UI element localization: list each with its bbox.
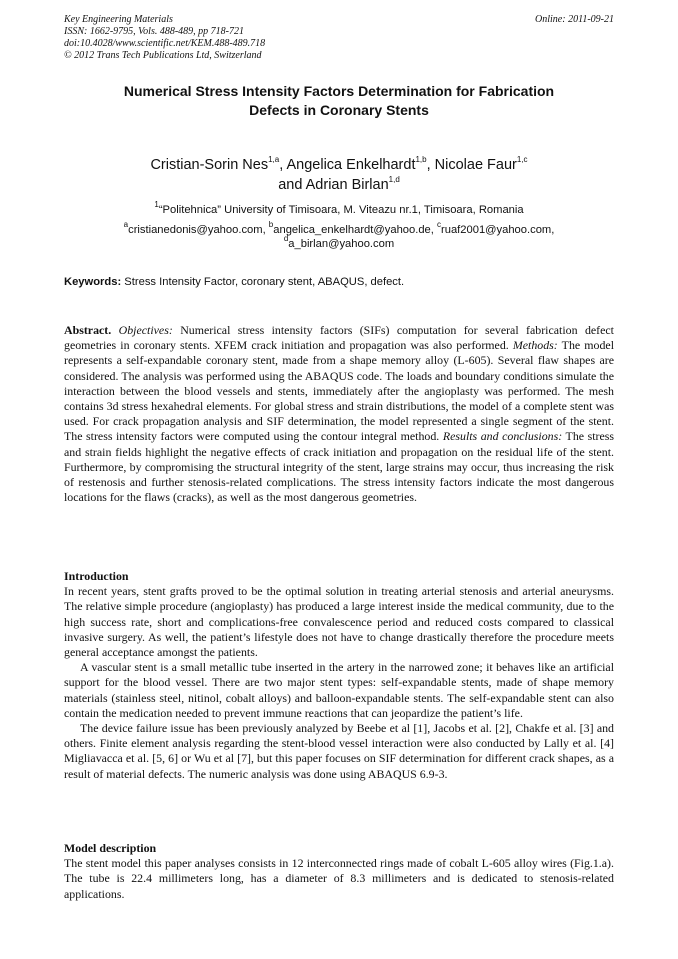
author-line-1 — [64, 155, 614, 175]
email-sup: c — [437, 220, 441, 230]
intro-paragraph-1: In recent years, stent grafts proved to be the optimal solution in treating arterial stenosis and arterial aneurysms. The relative simple procedure (angioplasty) has produced a large interest inside the medical community, due to the high success rate, short and complications-free convalescence period and reduced costs compared to classical invasive surgery. As well, the patient’s lifestyle does not have to change drastically therefore the procedure meets general acceptance amongst the patients. — [64, 584, 614, 660]
model-description-section — [64, 841, 614, 902]
author-name: Adrian Birlan — [305, 177, 389, 193]
introduction-heading: Introduction — [64, 569, 129, 583]
affiliation — [64, 200, 614, 217]
author-line-2 — [64, 175, 614, 195]
abstract-paragraph — [64, 323, 614, 505]
email-sup: a — [123, 220, 129, 230]
author-sup: 1,b — [415, 155, 427, 165]
title-line-2: Defects in Coronary Stents — [249, 102, 429, 118]
title-line-1: Numerical Stress Intensity Factors Determination for Fabrication — [123, 83, 555, 99]
email-sup: b — [268, 220, 274, 230]
email-line-1 — [64, 220, 614, 237]
objectives-label: Objectives: — [118, 323, 173, 337]
online-date: Online: 2011-09-21 — [535, 14, 614, 25]
author-sup: 1,a — [268, 155, 280, 165]
author-separator: , — [426, 157, 435, 173]
abstract — [64, 323, 614, 505]
email-address[interactable]: cristianedonis@yahoo.com, — [128, 224, 269, 236]
keywords-text: Stress Intensity Factor, coronary stent, ABAQUS, defect. — [121, 276, 405, 288]
author-emails — [64, 220, 614, 251]
introduction-section — [64, 569, 614, 782]
methods-text: The model represents a self-expandable coronary stent, made from a shape memory alloy (L-605). Several flaw shapes are considered. The analysis was performed using the ABAQUS code. The loads and boundary conditions simulate the interaction between the blood vessels and stents, immediately after the angioplasty was performed. The mesh contains 3d stress hexahedral elements. For global stress and strain distributions, the model of a complete stent was used. For crack propagation analysis and SIF determination, the model represented a single segment of the stent. The stress intensity factors were computed using the contour integral method. — [64, 338, 614, 444]
issn-line: ISSN: 1662-9795, Vols. 488-489, pp 718-721 — [64, 26, 244, 37]
author-sup: 1,d — [388, 175, 400, 185]
email-sup: d — [283, 234, 289, 244]
intro-paragraph-2: A vascular stent is a small metallic tube inserted in the artery in the narrowed zone; it behaves like an artificial support for the blood vessel. There are two major stent types: self-expandable stents, made of shape memory materials (stainless steel, nitinol, cobalt alloys) and balloon-expandable stents. The self-expandable stent can also contain the medication needed to prevent immune reactions that can jeopardize the patient’s life. — [64, 660, 614, 720]
journal-header — [64, 14, 265, 62]
copyright-line: © 2012 Trans Tech Publications Ltd, Switzerland — [64, 50, 262, 61]
methods-label: Methods: — [512, 338, 558, 353]
results-text: The stress and strain fields highlight the negative effects of crack initiation and propagation on the residual life of the stent. Furthermore, by compromising the structural integrity of the stent, large strains may occur, thus increasing the risk of restenosis and further stenosis-related complications. The stress intensity factors indicate the most dangerous locations for the flaws (cracks), as well as the most dangerous geometries. — [64, 429, 615, 505]
keywords-label: Keywords: — [64, 276, 122, 288]
email-address[interactable]: angelica_enkelhardt@yahoo.de, — [273, 224, 437, 236]
doi-line: doi:10.4028/www.scientific.net/KEM.488-489.718 — [64, 38, 266, 49]
journal-name: Key Engineering Materials — [64, 14, 173, 25]
email-address[interactable]: a_birlan@yahoo.com — [288, 238, 395, 250]
paper-title — [64, 82, 614, 120]
results-label: Results and conclusions: — [442, 429, 563, 444]
author-separator: , — [279, 157, 287, 173]
intro-paragraph-3: The device failure issue has been previously analyzed by Beebe et al [1], Jacobs et al. [2], Chakfe et al. [3] and others. Finite element analysis regarding the stent-blood vessel interaction were also conducted by Lally et al. [4] Migliavacca et al. [5, 6] or Wu et al [7], but this paper focuses on SIF determination for different crack shapes, as a result of material defects. The numeric analysis was done using ABAQUS 6.9-3. — [64, 721, 614, 781]
author-list — [64, 155, 614, 195]
affiliation-sup: 1 — [154, 200, 159, 210]
objectives-text: Numerical stress intensity factors (SIFs) computation for several fabrication defect geometries in coronary stents. XFEM crack initiation and propagation was also performed. — [64, 323, 614, 353]
author-sup: 1,c — [516, 155, 528, 165]
abstract-label: Abstract. — [64, 323, 112, 337]
model-paragraph-1: The stent model this paper analyses consists in 12 interconnected rings made of cobalt L-605 alloy wires (Fig.1.a). The tube is 22.4 millimeters long, has a diameter of 8.3 millimeters and is dedicated to stenosis-related applications. — [64, 856, 614, 901]
keywords — [64, 275, 614, 289]
email-line-2 — [64, 234, 614, 251]
model-description-heading: Model description — [64, 841, 157, 855]
affiliation-text: “Politehnica” University of Timisoara, M. Viteazu nr.1, Timisoara, Romania — [158, 204, 524, 216]
email-address[interactable]: ruaf2001@yahoo.com, — [441, 224, 555, 236]
author-name: Cristian-Sorin Nes — [150, 157, 269, 173]
author-name: Angelica Enkelhardt — [286, 157, 416, 173]
author-conjunction: and — [278, 177, 306, 193]
author-name: Nicolae Faur — [434, 157, 517, 173]
